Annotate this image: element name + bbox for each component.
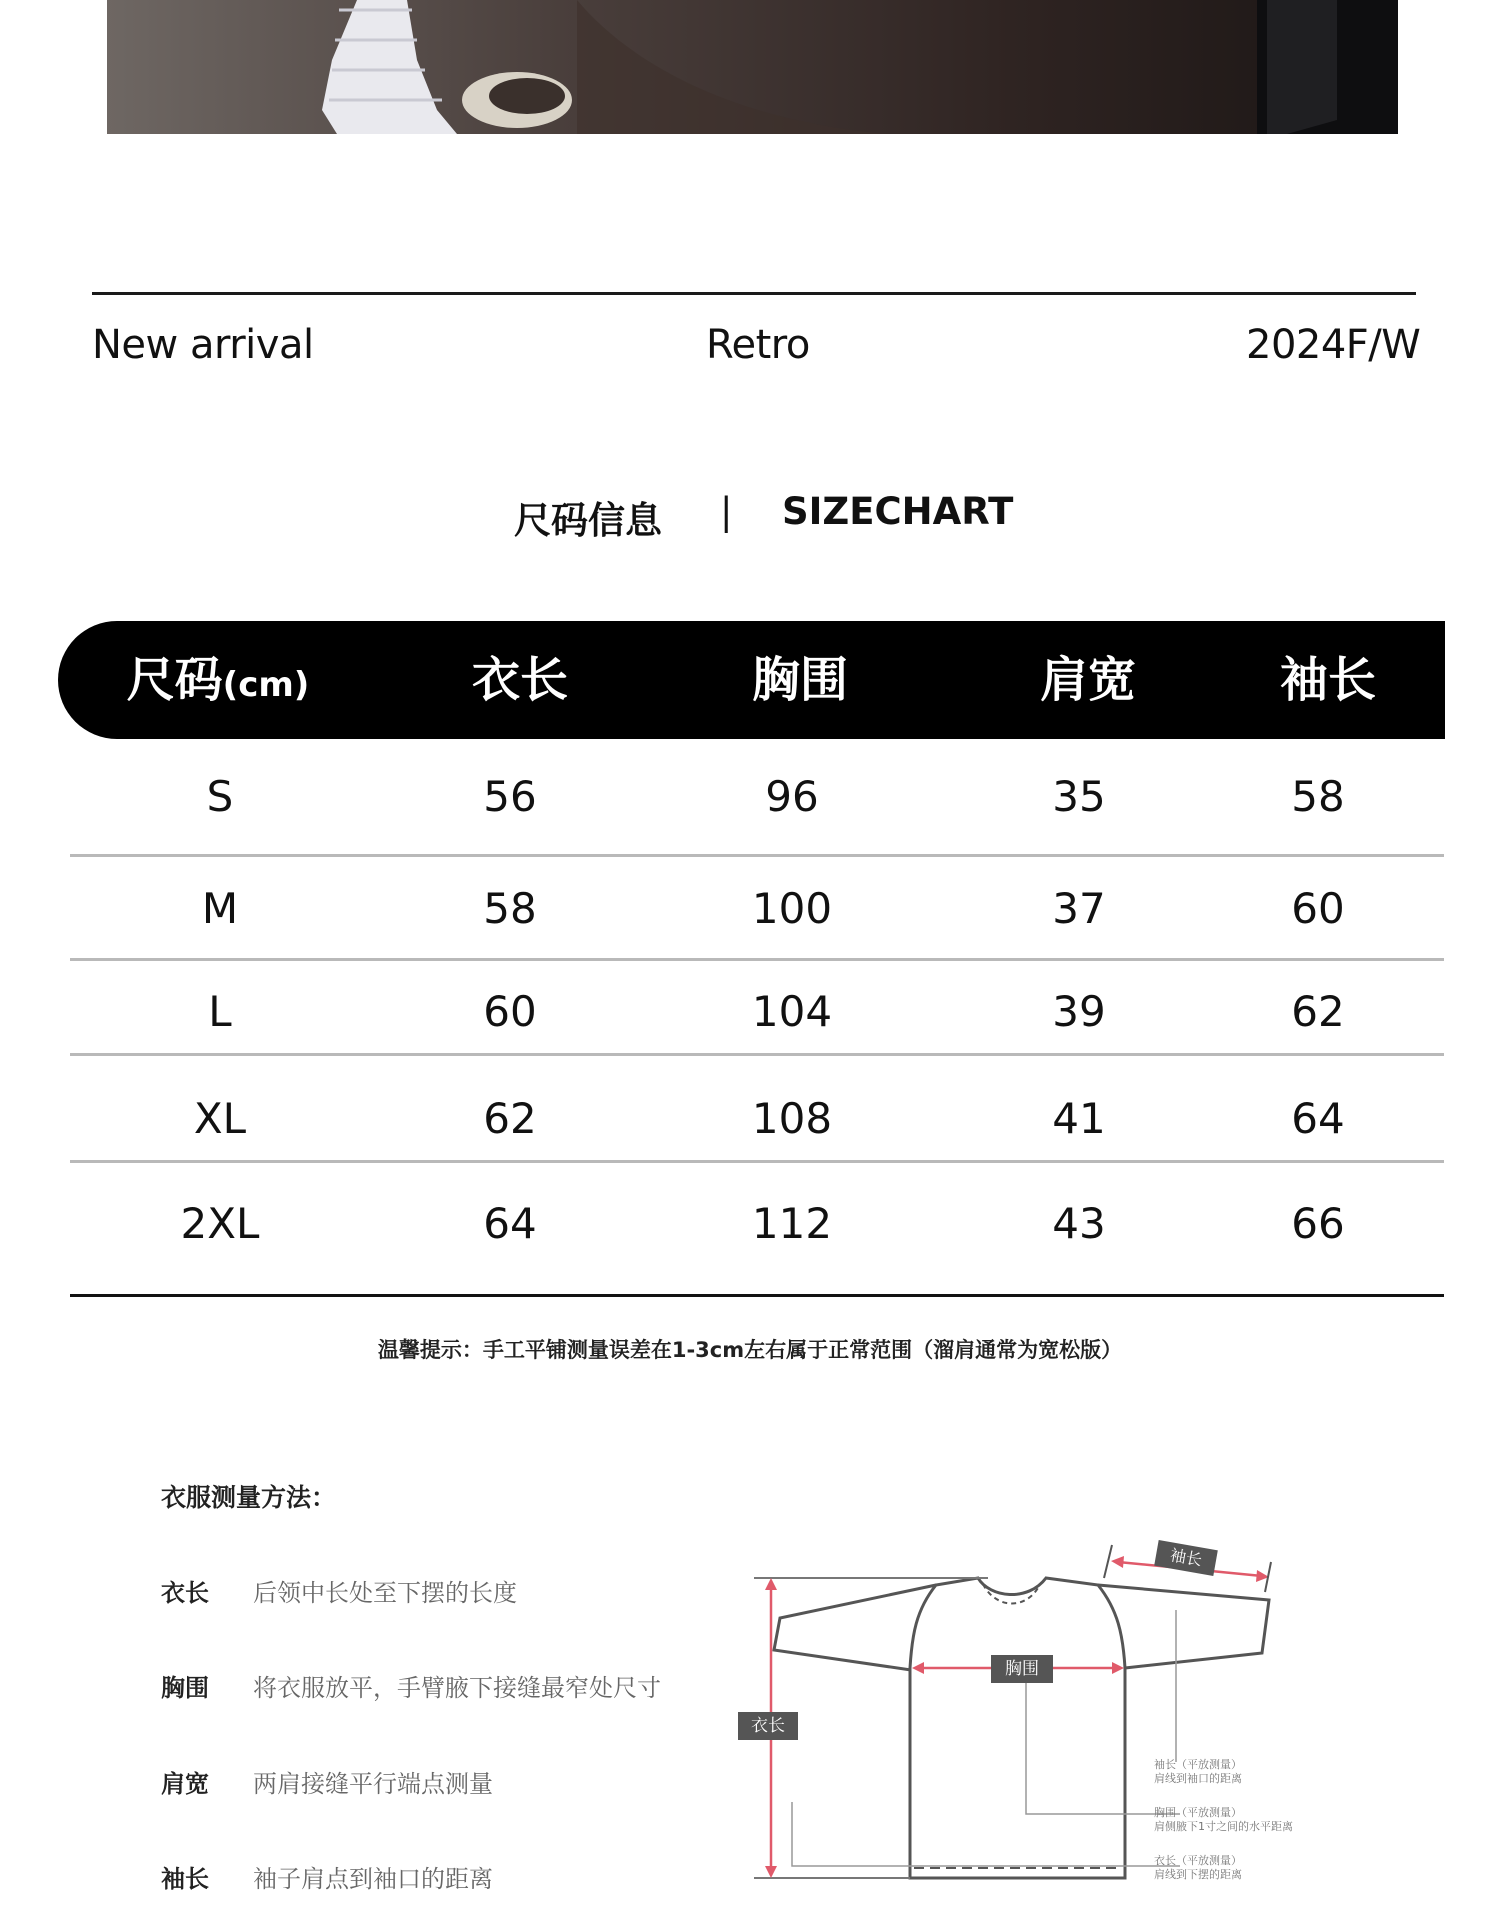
tagline-right: 2024F/W xyxy=(1246,322,1421,368)
method-label-shoulder: 肩宽 xyxy=(161,1770,209,1798)
cell-length: 56 xyxy=(483,772,537,821)
tag-length-label: 衣长 xyxy=(751,1716,785,1736)
size-info-title: 尺码信息 xyxy=(514,499,662,542)
tagline-left: New arrival xyxy=(92,322,314,368)
method-desc-length: 后领中长处至下摆的长度 xyxy=(253,1579,517,1607)
cell-size: 2XL xyxy=(180,1199,260,1248)
cell-shoulder: 37 xyxy=(1052,884,1106,933)
method-desc-shoulder: 两肩接缝平行端点测量 xyxy=(253,1770,493,1798)
table-header xyxy=(58,621,1445,739)
cell-length: 62 xyxy=(483,1094,537,1143)
cell-chest: 96 xyxy=(765,772,819,821)
cell-sleeve: 66 xyxy=(1291,1199,1345,1248)
table-bottom-divider xyxy=(70,1294,1444,1297)
method-desc-sleeve: 袖子肩点到袖口的距离 xyxy=(253,1865,493,1893)
cell-size: S xyxy=(206,772,234,821)
cell-sleeve: 62 xyxy=(1291,987,1345,1036)
cell-sleeve: 60 xyxy=(1291,884,1345,933)
tag-sleeve-label: 袖长 xyxy=(1168,1545,1204,1570)
row-divider xyxy=(70,1160,1444,1163)
method-desc-chest: 将衣服放平，手臂腋下接缝最窄处尺寸 xyxy=(253,1674,661,1702)
note-chest-sub: 肩侧腋下1寸之间的水平距离 xyxy=(1154,1820,1293,1833)
product-photo-image xyxy=(107,0,1398,134)
title-divider: | xyxy=(720,490,733,533)
cell-shoulder: 39 xyxy=(1052,987,1106,1036)
measurement-tip: 温馨提示：手工平铺测量误差在1-3cm左右属于正常范围（溜肩通常为宽松版） xyxy=(377,1338,1123,1362)
header-size xyxy=(108,621,328,739)
header-size-unit: (cm) xyxy=(222,665,310,705)
note-sleeve-title: 袖长（平放测量） xyxy=(1154,1758,1242,1771)
sizechart-title: SIZECHART xyxy=(782,490,1014,533)
cell-shoulder: 41 xyxy=(1052,1094,1106,1143)
cell-length: 64 xyxy=(483,1199,537,1248)
cell-chest: 104 xyxy=(751,987,833,1036)
cell-chest: 112 xyxy=(751,1199,833,1248)
method-label-sleeve: 袖长 xyxy=(161,1865,209,1893)
header-shoulder: 肩宽 xyxy=(1039,652,1136,708)
tag-chest-label: 胸围 xyxy=(1005,1659,1039,1679)
method-label-length: 衣长 xyxy=(161,1579,209,1607)
cell-size: M xyxy=(201,884,239,933)
note-chest-title: 胸围（平放测量） xyxy=(1154,1806,1242,1819)
cell-chest: 100 xyxy=(751,884,833,933)
cell-shoulder: 35 xyxy=(1052,772,1106,821)
tag-length xyxy=(738,1712,798,1740)
note-sleeve-sub: 肩线到袖口的距离 xyxy=(1154,1772,1242,1785)
tag-chest xyxy=(991,1655,1053,1683)
row-divider xyxy=(70,1053,1444,1056)
cell-length: 60 xyxy=(483,987,537,1036)
cell-chest: 108 xyxy=(751,1094,833,1143)
header-chest: 胸围 xyxy=(751,652,848,708)
row-divider xyxy=(70,854,1444,857)
product-photo xyxy=(107,0,1398,134)
header-size-label: 尺码 xyxy=(126,652,223,708)
cell-length: 58 xyxy=(483,884,537,933)
note-length-sub: 肩线到下摆的距离 xyxy=(1154,1868,1242,1881)
cell-size: XL xyxy=(193,1094,247,1143)
cell-shoulder: 43 xyxy=(1052,1199,1106,1248)
cell-sleeve: 58 xyxy=(1291,772,1345,821)
cell-size: L xyxy=(208,987,232,1036)
tagline-center: Retro xyxy=(706,322,810,368)
note-length-title: 衣长（平放测量） xyxy=(1154,1854,1242,1867)
note-length xyxy=(1154,1854,1242,1882)
cell-sleeve: 64 xyxy=(1291,1094,1345,1143)
method-title: 衣服测量方法： xyxy=(161,1483,337,1512)
note-chest xyxy=(1154,1806,1293,1834)
top-divider xyxy=(92,292,1416,295)
method-label-chest: 胸围 xyxy=(161,1674,209,1702)
row-divider xyxy=(70,958,1444,961)
garment-diagram xyxy=(728,1540,1328,1920)
note-sleeve xyxy=(1154,1758,1242,1786)
header-length: 衣长 xyxy=(471,652,568,708)
header-sleeve: 袖长 xyxy=(1279,652,1376,708)
